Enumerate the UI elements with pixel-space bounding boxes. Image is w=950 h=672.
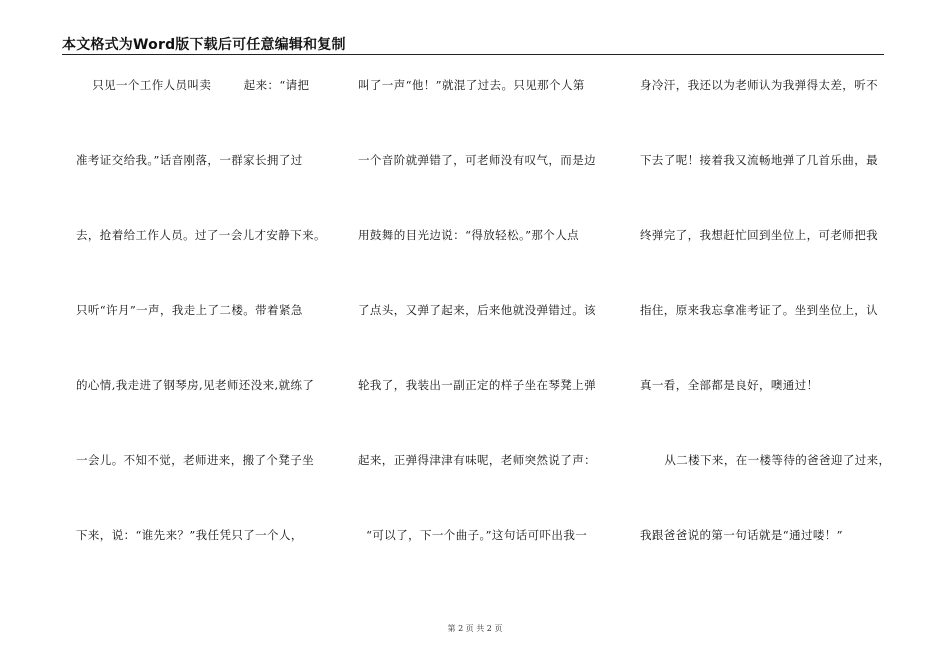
- text-line: 身冷汗，我还以为老师认为我弹得太差，听不: [640, 78, 878, 92]
- text-line: 只听“许月”一声，我走上了二楼。带着紧急: [76, 303, 303, 317]
- text-column-1: [76, 70, 326, 595]
- text-line: 叫了一声“他！”就混了过去。只见那个人第: [358, 78, 585, 92]
- text-column-2: [358, 70, 608, 595]
- text-line: 下去了呢！接着我又流畅地弹了几首乐曲，最: [640, 153, 878, 167]
- text-line: 起来，正弹得津津有味呢，老师突然说了声：: [358, 453, 596, 467]
- text-line: 指住，原来我忘拿准考证了。坐到坐位上，认: [640, 303, 878, 317]
- text-line: 真一看，全部都是良好，噢通过！: [640, 378, 819, 392]
- text-line: 下来，说：“谁先来？”我任凭只了一个人，: [76, 528, 303, 542]
- text-line: 去，抢着给工作人员。过了一会儿才安静下来。: [76, 228, 326, 242]
- text-line: 一会儿。不知不觉，老师进来，搬了个凳子坐: [76, 453, 314, 467]
- text-column-3: [640, 70, 890, 595]
- page-number: 第 2 页 共 2 页: [447, 624, 503, 633]
- text-line: 只见一个工作人员叫卖 起来：“请把: [76, 78, 310, 92]
- text-line: 终弹完了，我想赶忙回到坐位上，可老师把我: [640, 228, 878, 242]
- text-line: 了点头，又弹了起来，后来他就没弹错过。该: [358, 303, 596, 317]
- text-line: 从二楼下来，在一楼等待的爸爸迎了过来，: [640, 453, 891, 467]
- page-header: [62, 36, 884, 55]
- text-line: 的心情,我走进了钢琴房,见老师还没来,就练了: [76, 378, 315, 392]
- text-line: 用鼓舞的目光边说：“得放轻松。”那个人点: [358, 228, 580, 242]
- text-line: 我跟爸爸说的第一句话就是“通过喽！”: [640, 528, 843, 542]
- text-line: 一个音阶就弹错了，可老师没有叹气，而是边: [358, 153, 596, 167]
- text-line: 轮我了，我装出一副正定的样子坐在琴凳上弹: [358, 378, 596, 392]
- text-line: “可以了，下一个曲子。”这句话可吓出我一: [358, 528, 588, 542]
- header-title: 本文格式为Word版下载后可任意编辑和复制: [62, 37, 346, 53]
- text-line: 准考证交给我。”话音刚落，一群家长拥了过: [76, 153, 303, 167]
